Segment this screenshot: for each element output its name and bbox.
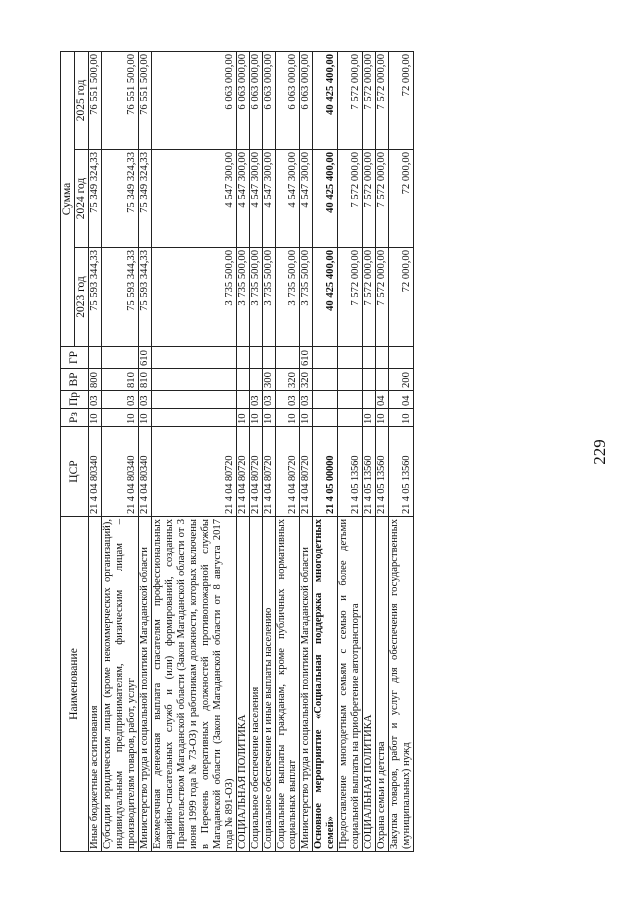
- cell-sum-2024: 7 572 000,00: [338, 150, 363, 248]
- cell-sum-2023: 7 572 000,00: [376, 248, 389, 347]
- cell-sum-2025: 7 572 000,00: [363, 51, 376, 149]
- cell-vr: [338, 369, 363, 391]
- cell-pr: 03: [262, 391, 275, 409]
- cell-sum-2023: 3 735 500,00: [300, 248, 313, 347]
- cell-vr: 810: [138, 369, 151, 391]
- cell-pr: 04: [376, 391, 389, 409]
- table-row: [275, 51, 300, 851]
- cell-csr: 21 4 05 13560: [389, 427, 414, 517]
- cell-pr: 04: [389, 391, 414, 409]
- budget-table: [60, 51, 414, 852]
- table-row: [338, 51, 363, 851]
- cell-name: Социальное обеспечение населения: [249, 517, 262, 852]
- cell-sum-2025: 6 063 000,00: [275, 51, 300, 149]
- cell-gr: 610: [300, 347, 313, 369]
- cell-rz: 10: [275, 409, 300, 427]
- cell-csr: 21 4 05 13560: [338, 427, 363, 517]
- cell-name: СОЦИАЛЬНАЯ ПОЛИТИКА: [363, 517, 376, 852]
- cell-pr: [236, 391, 249, 409]
- cell-vr: [313, 369, 338, 391]
- cell-sum-2023: 75 593 344,33: [88, 248, 101, 347]
- cell-gr: [376, 347, 389, 369]
- cell-sum-2023: 40 425 400,00: [313, 248, 338, 347]
- cell-sum-2024: 7 572 000,00: [376, 150, 389, 248]
- cell-pr: 03: [249, 391, 262, 409]
- cell-sum-2025: 76 551 500,00: [138, 51, 151, 149]
- cell-vr: 200: [389, 369, 414, 391]
- cell-sum-2024: 40 425 400,00: [313, 150, 338, 248]
- cell-pr: 03: [88, 391, 101, 409]
- cell-sum-2025: 76 551 500,00: [88, 51, 101, 149]
- cell-csr: 21 4 04 80720: [300, 427, 313, 517]
- cell-sum-2024: 75 349 324,33: [101, 150, 138, 248]
- cell-sum-2023: 75 593 344,33: [101, 248, 138, 347]
- cell-vr: [236, 369, 249, 391]
- cell-gr: 610: [138, 347, 151, 369]
- cell-sum-2025: 72 000,00: [389, 51, 414, 149]
- cell-sum-2024: 4 547 300,00: [262, 150, 275, 248]
- cell-gr: [236, 347, 249, 369]
- cell-name: Ежемесячная денежная выплата спасателям профессиональных аварийно-спасательных служб и (или) формирований, созданных Правительством Магаданской области (Закон Магаданской области от 3 июня 1999 года № 73-ОЗ) и работникам должности, которых включены в Перечень оперативных должностей противопожарной службы Магаданской области (Закон Магаданской области от 8 августа 2017 года № 891-ОЗ): [151, 517, 236, 852]
- cell-gr: [275, 347, 300, 369]
- cell-sum-2025: 6 063 000,00: [236, 51, 249, 149]
- cell-pr: 03: [300, 391, 313, 409]
- cell-sum-2024: 4 547 300,00: [300, 150, 313, 248]
- header-gr: ГР: [61, 347, 89, 369]
- cell-rz: 10: [389, 409, 414, 427]
- cell-sum-2024: 75 349 324,33: [138, 150, 151, 248]
- cell-rz: 10: [300, 409, 313, 427]
- cell-csr: 21 4 04 80720: [236, 427, 249, 517]
- cell-rz: 10: [262, 409, 275, 427]
- cell-name: Закупка товаров, работ и услуг для обеспечения государственных (муниципальных) нужд: [389, 517, 414, 852]
- cell-name: Охрана семьи и детства: [376, 517, 389, 852]
- cell-csr: 21 4 05 13560: [376, 427, 389, 517]
- cell-csr: 21 4 05 00000: [313, 427, 338, 517]
- cell-gr: [338, 347, 363, 369]
- cell-sum-2025: 6 063 000,00: [151, 51, 236, 149]
- cell-name: Предоставление многодетным семьям с семью и более детьми социальной выплаты на приобретение автотранспорта: [338, 517, 363, 852]
- header-sum: Сумма: [61, 51, 75, 346]
- cell-csr: 21 4 04 80340: [101, 427, 138, 517]
- cell-sum-2023: 3 735 500,00: [151, 248, 236, 347]
- cell-vr: 800: [88, 369, 101, 391]
- header-vr: ВР: [61, 369, 89, 391]
- cell-rz: [151, 409, 236, 427]
- cell-sum-2023: 75 593 344,33: [138, 248, 151, 347]
- cell-vr: 810: [101, 369, 138, 391]
- table-row: [236, 51, 249, 851]
- cell-rz: 10: [138, 409, 151, 427]
- cell-sum-2024: 4 547 300,00: [275, 150, 300, 248]
- cell-pr: [313, 391, 338, 409]
- table-body: [88, 51, 413, 851]
- cell-gr: [101, 347, 138, 369]
- cell-rz: 10: [236, 409, 249, 427]
- cell-sum-2023: 3 735 500,00: [262, 248, 275, 347]
- table-row: [249, 51, 262, 851]
- cell-gr: [249, 347, 262, 369]
- table-row: [262, 51, 275, 851]
- cell-pr: 03: [101, 391, 138, 409]
- cell-gr: [151, 347, 236, 369]
- table-row: [376, 51, 389, 851]
- table-row: [300, 51, 313, 851]
- cell-sum-2024: 4 547 300,00: [236, 150, 249, 248]
- cell-csr: 21 4 04 80720: [275, 427, 300, 517]
- cell-rz: 10: [101, 409, 138, 427]
- cell-name: Социальное обеспечение и иные выплаты населению: [262, 517, 275, 852]
- cell-rz: [313, 409, 338, 427]
- cell-name: Министерство труда и социальной политики Магаданской области: [300, 517, 313, 852]
- cell-sum-2024: 4 547 300,00: [249, 150, 262, 248]
- table-row: [363, 51, 376, 851]
- table-row: [101, 51, 138, 851]
- cell-sum-2025: 6 063 000,00: [262, 51, 275, 149]
- cell-sum-2023: 3 735 500,00: [236, 248, 249, 347]
- cell-name: Министерство труда и социальной политики Магаданской области: [138, 517, 151, 852]
- table-row: [138, 51, 151, 851]
- cell-sum-2025: 7 572 000,00: [376, 51, 389, 149]
- cell-csr: 21 4 04 80340: [88, 427, 101, 517]
- cell-sum-2025: 7 572 000,00: [338, 51, 363, 149]
- cell-vr: [151, 369, 236, 391]
- cell-sum-2025: 6 063 000,00: [300, 51, 313, 149]
- header-rz: Рз: [61, 409, 89, 427]
- cell-gr: [363, 347, 376, 369]
- cell-sum-2025: 40 425 400,00: [313, 51, 338, 149]
- table-row: [88, 51, 101, 851]
- cell-csr: 21 4 05 13560: [363, 427, 376, 517]
- cell-gr: [88, 347, 101, 369]
- header-year-2025: 2025 год: [74, 51, 88, 149]
- cell-sum-2024: 4 547 300,00: [151, 150, 236, 248]
- cell-gr: [262, 347, 275, 369]
- cell-rz: 10: [88, 409, 101, 427]
- cell-rz: 10: [376, 409, 389, 427]
- rotated-page-content: [60, 52, 580, 852]
- cell-name: Иные бюджетные ассигнования: [88, 517, 101, 852]
- cell-name: СОЦИАЛЬНАЯ ПОЛИТИКА: [236, 517, 249, 852]
- cell-rz: 10: [249, 409, 262, 427]
- table-row: [151, 51, 236, 851]
- cell-vr: 320: [300, 369, 313, 391]
- cell-sum-2023: 72 000,00: [389, 248, 414, 347]
- cell-sum-2025: 6 063 000,00: [249, 51, 262, 149]
- cell-sum-2024: 72 000,00: [389, 150, 414, 248]
- cell-name: Основное мероприятие «Социальная поддержка многодетных семей»: [313, 517, 338, 852]
- cell-pr: [363, 391, 376, 409]
- header-name: Наименование: [61, 517, 89, 852]
- cell-csr: 21 4 04 80720: [262, 427, 275, 517]
- cell-rz: 10: [363, 409, 376, 427]
- cell-pr: 03: [275, 391, 300, 409]
- header-year-2023: 2023 год: [74, 248, 88, 347]
- table-row: [389, 51, 414, 851]
- cell-sum-2023: 7 572 000,00: [363, 248, 376, 347]
- cell-gr: [389, 347, 414, 369]
- cell-sum-2023: 7 572 000,00: [338, 248, 363, 347]
- table-header: [61, 51, 89, 851]
- cell-vr: [249, 369, 262, 391]
- header-csr: ЦСР: [61, 427, 89, 517]
- cell-csr: 21 4 04 80720: [151, 427, 236, 517]
- cell-pr: [338, 391, 363, 409]
- cell-vr: [363, 369, 376, 391]
- cell-sum-2024: 75 349 324,33: [88, 150, 101, 248]
- header-year-2024: 2024 год: [74, 150, 88, 248]
- cell-sum-2023: 3 735 500,00: [275, 248, 300, 347]
- cell-csr: 21 4 04 80720: [249, 427, 262, 517]
- cell-vr: 300: [262, 369, 275, 391]
- cell-pr: 03: [138, 391, 151, 409]
- cell-gr: [313, 347, 338, 369]
- header-pr: Пр: [61, 391, 89, 409]
- cell-rz: [338, 409, 363, 427]
- cell-sum-2025: 76 551 500,00: [101, 51, 138, 149]
- cell-name: Субсидии юридическим лицам (кроме некоммерческих организаций), индивидуальным предпринимателям, физическим лицам – производителям товаров, работ, услуг: [101, 517, 138, 852]
- cell-pr: [151, 391, 236, 409]
- cell-vr: 320: [275, 369, 300, 391]
- page-number: 229: [590, 439, 609, 465]
- cell-sum-2023: 3 735 500,00: [249, 248, 262, 347]
- cell-name: Социальные выплаты гражданам, кроме публичных нормативных социальных выплат: [275, 517, 300, 852]
- cell-sum-2024: 7 572 000,00: [363, 150, 376, 248]
- cell-csr: 21 4 04 80340: [138, 427, 151, 517]
- cell-vr: [376, 369, 389, 391]
- table-row: [313, 51, 338, 851]
